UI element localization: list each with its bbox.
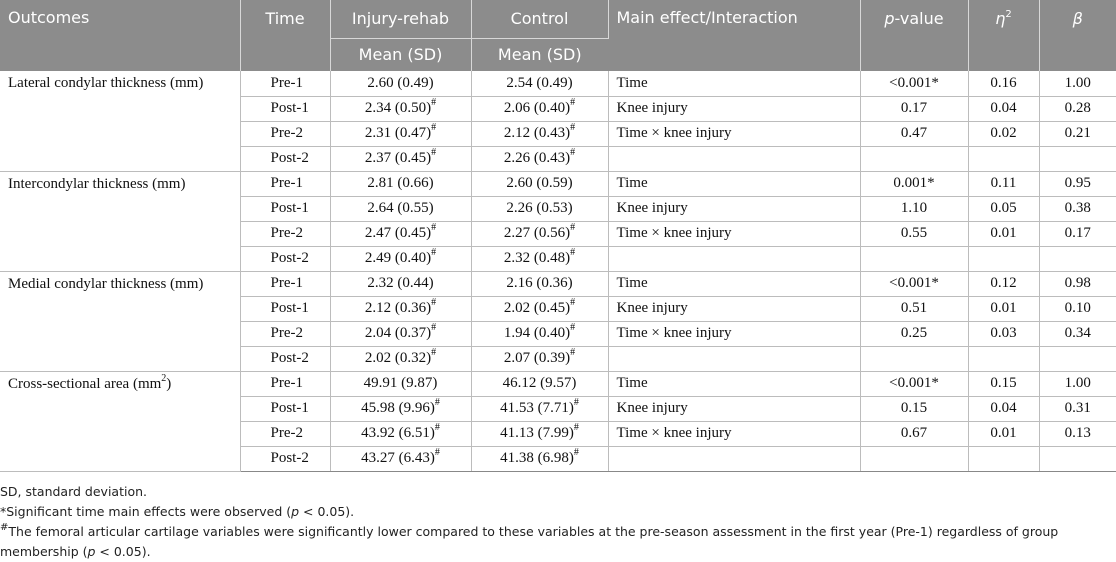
beta-cell: 0.34: [1039, 321, 1116, 346]
effect-cell: Time × knee injury: [608, 221, 860, 246]
injury-rehab-cell: [330, 396, 471, 421]
beta-cell: 0.17: [1039, 221, 1116, 246]
injury-value: 2.02 (0.32): [364, 350, 432, 366]
injury-value: 2.60 (0.49): [367, 74, 434, 91]
control-value: 2.07 (0.39): [503, 350, 571, 366]
injury-value: 43.92 (6.51): [361, 425, 435, 441]
p-value-cell: [860, 246, 968, 271]
p-value-cell: 0.51: [860, 296, 968, 321]
eta-cell: 0.05: [968, 196, 1039, 221]
p-value-cell: [860, 446, 968, 471]
control-value: 2.02 (0.45): [503, 300, 571, 316]
injury-rehab-cell: [330, 321, 471, 346]
injury-mark: #: [434, 397, 440, 408]
injury-rehab-cell: [330, 221, 471, 246]
control-mark: #: [570, 97, 576, 108]
beta-cell: 1.00: [1039, 71, 1116, 96]
outcome-label: Lateral condylar thickness (mm): [8, 75, 204, 91]
table-row: [0, 371, 1116, 396]
control-cell: [471, 146, 608, 171]
injury-value: 2.12 (0.36): [364, 300, 432, 316]
eta-cell: 0.03: [968, 321, 1039, 346]
time-cell: Pre-1: [240, 371, 330, 396]
time-cell: Post-1: [240, 396, 330, 421]
eta-cell: 0.01: [968, 221, 1039, 246]
time-cell: Pre-1: [240, 71, 330, 96]
beta-cell: [1039, 446, 1116, 471]
header-eta-sup: 2: [1005, 8, 1012, 20]
injury-value: 2.32 (0.44): [367, 275, 434, 291]
effect-cell: Time: [608, 171, 860, 196]
header-p-rest: -value: [894, 9, 944, 28]
time-cell: Pre-2: [240, 121, 330, 146]
beta-cell: [1039, 246, 1116, 271]
outcome-cell: [0, 271, 240, 371]
control-value: 41.13 (7.99): [500, 425, 574, 441]
time-cell: Pre-2: [240, 421, 330, 446]
beta-cell: 0.95: [1039, 171, 1116, 196]
injury-mark: #: [431, 122, 437, 133]
beta-cell: 0.10: [1039, 296, 1116, 321]
eta-cell: 0.02: [968, 121, 1039, 146]
injury-rehab-cell: [330, 446, 471, 471]
control-mark: #: [570, 122, 576, 133]
control-cell: [471, 246, 608, 271]
injury-value: 2.47 (0.45): [364, 225, 432, 241]
p-value-cell: <0.001*: [860, 71, 968, 96]
injury-value: 2.04 (0.37): [364, 325, 432, 341]
p-value-cell: 1.10: [860, 196, 968, 221]
time-cell: Post-1: [240, 196, 330, 221]
beta-cell: 0.21: [1039, 121, 1116, 146]
control-cell: [471, 371, 608, 396]
control-cell: [471, 221, 608, 246]
control-value: 46.12 (9.57): [502, 375, 577, 391]
eta-cell: 0.04: [968, 96, 1039, 121]
header-beta-symbol: β: [1072, 9, 1083, 28]
outcome-cell: [0, 371, 240, 471]
effect-cell: [608, 446, 860, 471]
outcome-suffix: ): [166, 375, 172, 392]
p-value-cell: 0.55: [860, 221, 968, 246]
control-value: 2.06 (0.40): [503, 100, 571, 116]
p-value-cell: 0.17: [860, 96, 968, 121]
eta-cell: [968, 146, 1039, 171]
effect-cell: Time: [608, 71, 860, 96]
effect-cell: [608, 246, 860, 271]
eta-cell: 0.12: [968, 271, 1039, 296]
p-value-cell: 0.001*: [860, 171, 968, 196]
injury-value: 2.49 (0.40): [364, 250, 432, 266]
outcome-sup: 2: [161, 372, 167, 384]
header-control: Control: [471, 0, 608, 38]
header-eta-symbol: η: [995, 9, 1006, 28]
eta-cell: [968, 246, 1039, 271]
injury-rehab-cell: [330, 296, 471, 321]
footnote-sig-prefix: *Significant time main effects were observed (: [0, 504, 292, 519]
outcome-cell: [0, 71, 240, 171]
beta-cell: 0.28: [1039, 96, 1116, 121]
time-cell: Pre-2: [240, 321, 330, 346]
time-cell: Pre-1: [240, 271, 330, 296]
header-outcomes: Outcomes: [0, 0, 240, 71]
control-cell: [471, 446, 608, 471]
control-cell: [471, 321, 608, 346]
control-value: 2.32 (0.48): [503, 250, 571, 266]
header-eta: [968, 0, 1039, 71]
control-mark: #: [573, 397, 579, 408]
p-value-cell: [860, 146, 968, 171]
time-cell: Pre-1: [240, 171, 330, 196]
control-cell: [471, 96, 608, 121]
injury-rehab-cell: [330, 146, 471, 171]
control-mark: #: [570, 247, 576, 258]
footnote-hash-mark: #: [0, 521, 9, 533]
control-value: 2.26 (0.43): [503, 150, 571, 166]
control-value: 2.16 (0.36): [506, 275, 573, 291]
injury-rehab-cell: [330, 421, 471, 446]
injury-rehab-cell: [330, 271, 471, 296]
effect-cell: Time × knee injury: [608, 321, 860, 346]
header-injury-mean-sd: Mean (SD): [330, 38, 471, 71]
footnote-hash: [0, 522, 1112, 562]
injury-rehab-cell: [330, 71, 471, 96]
effect-cell: Time × knee injury: [608, 121, 860, 146]
injury-value: 2.34 (0.50): [364, 100, 432, 116]
injury-value: 2.64 (0.55): [367, 200, 434, 216]
control-cell: [471, 396, 608, 421]
eta-cell: [968, 446, 1039, 471]
beta-cell: 0.98: [1039, 271, 1116, 296]
control-cell: [471, 346, 608, 371]
control-cell: [471, 421, 608, 446]
effect-cell: [608, 146, 860, 171]
outcome-cell: [0, 171, 240, 271]
eta-cell: 0.04: [968, 396, 1039, 421]
control-value: 2.12 (0.43): [503, 125, 571, 141]
injury-rehab-cell: [330, 96, 471, 121]
eta-cell: [968, 346, 1039, 371]
effect-cell: Time: [608, 271, 860, 296]
control-mark: #: [570, 297, 576, 308]
injury-rehab-cell: [330, 171, 471, 196]
injury-mark: #: [431, 297, 437, 308]
time-cell: Post-2: [240, 146, 330, 171]
table-row: [0, 271, 1116, 296]
injury-mark: #: [431, 147, 437, 158]
header-p-value: [860, 0, 968, 71]
effect-cell: Knee injury: [608, 296, 860, 321]
footnote-sd: SD, standard deviation.: [0, 484, 147, 499]
control-cell: [471, 71, 608, 96]
header-beta: [1039, 0, 1116, 71]
table-footnotes: [0, 482, 1112, 562]
table-row: [0, 71, 1116, 96]
effect-cell: Knee injury: [608, 96, 860, 121]
injury-value: 2.81 (0.66): [367, 175, 434, 191]
control-mark: #: [570, 222, 576, 233]
time-cell: Post-2: [240, 246, 330, 271]
control-mark: #: [573, 447, 579, 458]
eta-cell: 0.01: [968, 421, 1039, 446]
beta-cell: 1.00: [1039, 371, 1116, 396]
effect-cell: Knee injury: [608, 196, 860, 221]
injury-rehab-cell: [330, 121, 471, 146]
control-mark: #: [570, 347, 576, 358]
table-body: [0, 71, 1116, 471]
table-header: [0, 0, 1116, 71]
header-control-mean-sd: Mean (SD): [471, 38, 608, 71]
effect-cell: [608, 346, 860, 371]
control-value: 1.94 (0.40): [503, 325, 571, 341]
outcome-label: Intercondylar thickness (mm): [8, 175, 186, 192]
beta-cell: [1039, 146, 1116, 171]
injury-mark: #: [431, 222, 437, 233]
injury-mark: #: [431, 347, 437, 358]
control-value: 2.60 (0.59): [506, 175, 573, 191]
footnote-sig-p: p: [291, 504, 300, 519]
footnote-significance: [0, 502, 1112, 522]
control-mark: #: [570, 147, 576, 158]
injury-mark: #: [434, 422, 440, 433]
control-cell: [471, 121, 608, 146]
header-injury-rehab: Injury-rehab: [330, 0, 471, 38]
control-value: 41.53 (7.71): [500, 400, 574, 416]
eta-cell: 0.16: [968, 71, 1039, 96]
injury-rehab-cell: [330, 196, 471, 221]
control-cell: [471, 171, 608, 196]
injury-rehab-cell: [330, 371, 471, 396]
time-cell: Post-2: [240, 346, 330, 371]
injury-rehab-cell: [330, 246, 471, 271]
footnote-hash-suffix: < 0.05).: [95, 544, 151, 559]
header-time: Time: [240, 0, 330, 71]
effect-cell: Time: [608, 371, 860, 396]
injury-mark: #: [431, 97, 437, 108]
table-row: [0, 171, 1116, 196]
footnote-hash-p: p: [87, 544, 96, 559]
control-mark: #: [570, 322, 576, 333]
time-cell: Post-2: [240, 446, 330, 471]
eta-cell: 0.01: [968, 296, 1039, 321]
injury-mark: #: [434, 447, 440, 458]
effect-cell: Knee injury: [608, 396, 860, 421]
time-cell: Post-1: [240, 96, 330, 121]
injury-rehab-cell: [330, 346, 471, 371]
control-mark: #: [573, 422, 579, 433]
injury-mark: #: [431, 247, 437, 258]
p-value-cell: 0.47: [860, 121, 968, 146]
control-cell: [471, 296, 608, 321]
injury-value: 49.91 (9.87): [363, 375, 438, 391]
p-value-cell: 0.15: [860, 396, 968, 421]
time-cell: Post-1: [240, 296, 330, 321]
outcome-label: Cross-sectional area (mm: [8, 375, 162, 392]
effect-cell: Time × knee injury: [608, 421, 860, 446]
header-p-italic: p: [884, 9, 895, 28]
control-cell: [471, 271, 608, 296]
injury-value: 2.37 (0.45): [364, 150, 432, 166]
eta-cell: 0.11: [968, 171, 1039, 196]
p-value-cell: 0.25: [860, 321, 968, 346]
control-value: 2.54 (0.49): [506, 74, 573, 91]
header-main-effect: Main effect/Interaction: [608, 0, 860, 71]
injury-value: 2.31 (0.47): [364, 125, 432, 141]
p-value-cell: 0.67: [860, 421, 968, 446]
beta-cell: 0.13: [1039, 421, 1116, 446]
control-value: 2.27 (0.56): [503, 225, 571, 241]
control-value: 41.38 (6.98): [500, 450, 574, 466]
control-cell: [471, 196, 608, 221]
eta-cell: 0.15: [968, 371, 1039, 396]
p-value-cell: <0.001*: [860, 271, 968, 296]
beta-cell: [1039, 346, 1116, 371]
footnote-sig-suffix: < 0.05).: [299, 504, 355, 519]
control-value: 2.26 (0.53): [506, 200, 573, 216]
beta-cell: 0.38: [1039, 196, 1116, 221]
footnote-hash-text: The femoral articular cartilage variables were significantly lower compared to these variables at the pre-season assessment in the first year (Pre-1) regardless of group membership (: [0, 524, 1059, 559]
time-cell: Pre-2: [240, 221, 330, 246]
injury-mark: #: [431, 322, 437, 333]
injury-value: 45.98 (9.96): [361, 400, 435, 416]
beta-cell: 0.31: [1039, 396, 1116, 421]
injury-value: 43.27 (6.43): [361, 450, 435, 466]
outcome-label: Medial condylar thickness (mm): [8, 275, 204, 292]
p-value-cell: [860, 346, 968, 371]
p-value-cell: <0.001*: [860, 371, 968, 396]
